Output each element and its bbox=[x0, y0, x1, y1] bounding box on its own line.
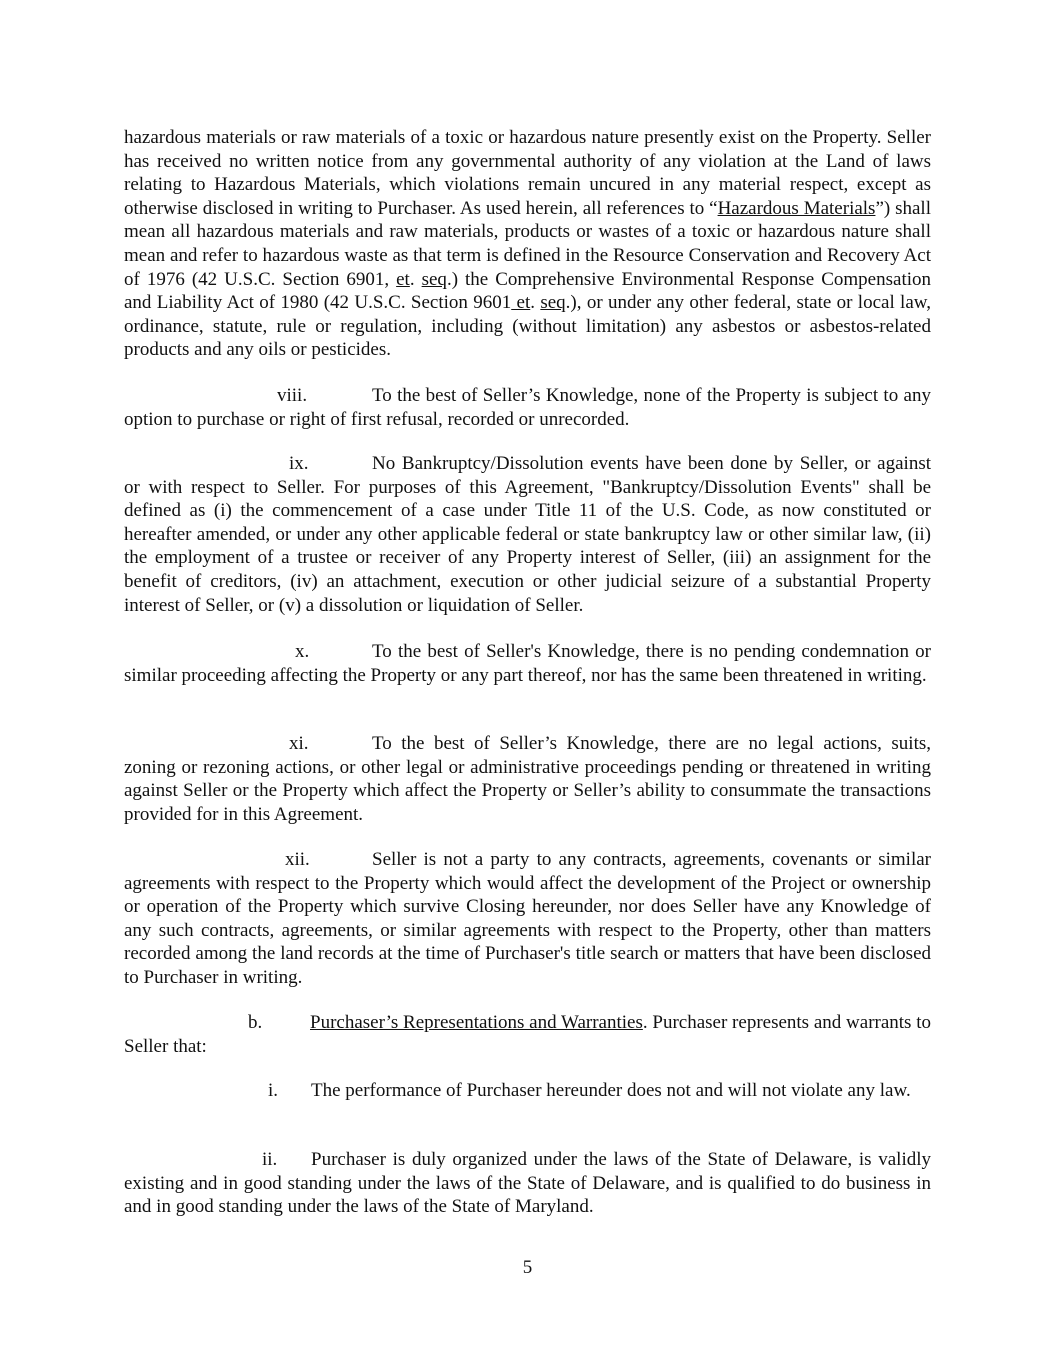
item-number: xii. bbox=[285, 849, 310, 870]
item-text: Purchaser is duly organized under the laws of the State of Delaware, is validly existing and in good standing under the laws of the State of Delaware, and is qualified to do business in and in good standing under the laws of the State of Maryland. bbox=[124, 1149, 931, 1218]
paragraph-i bbox=[124, 1079, 931, 1103]
latin-seq: seq bbox=[540, 292, 566, 314]
paragraph-b-purchaser-reps bbox=[124, 1011, 931, 1058]
item-number: ix. bbox=[289, 453, 309, 474]
page-number: 5 bbox=[522, 1257, 533, 1278]
item-text: To the best of Seller’s Knowledge, there are no legal actions, suits, zoning or rezoning actions, or other legal or administrative proceedings pending or threatened in writing against Seller or the Property which affect the Property or Seller’s ability to consummate the transactions provided for in this Agreement. bbox=[124, 733, 931, 825]
text-run: .), or under any other federal, state or local law, ordinance, statute, rule or regulation, including (without limitation) any asbestos or asbestos-related products and any oils or pesticides. bbox=[124, 292, 931, 361]
paragraph-xii bbox=[124, 848, 931, 990]
latin-et: et bbox=[396, 268, 410, 290]
item-text: To the best of Seller's Knowledge, there is no pending condemnation or similar proceeding affecting the Property or any part thereof, nor has the same been threatened in writing. bbox=[124, 641, 931, 686]
text-run: . bbox=[409, 268, 422, 290]
latin-seq: seq bbox=[421, 268, 447, 290]
latin-et: et bbox=[511, 292, 531, 314]
paragraph-ii bbox=[124, 1148, 931, 1219]
item-text: To the best of Seller’s Knowledge, none of the Property is subject to any option to purchase or right of first refusal, recorded or unrecorded. bbox=[124, 385, 931, 430]
item-number: x. bbox=[295, 641, 310, 662]
item-text: Seller is not a party to any contracts, agreements, covenants or similar agreements with respect to the Property which would affect the development of the Project or ownership or operation of the Property which survive Closing hereunder, nor does Seller have any Knowledge of any such contracts, agreements, or similar agreements with respect to the Property, other than matters recorded among the land records at the time of Purchaser's title search or matters that have been disclosed to Purchaser in writing. bbox=[124, 849, 931, 988]
paragraph-viii bbox=[124, 384, 931, 431]
section-letter: b. bbox=[248, 1012, 263, 1033]
text-run: ”) shall mean all hazardous materials and raw materials, products or wastes of a toxic or hazardous nature shall mean and refer to hazardous waste as that term is defined in the Resource Conservation and Recovery Act of 1976 (42 U.S.C. Section 6901, bbox=[124, 197, 931, 290]
item-text: . Purchaser represents and warrants to Seller that: bbox=[124, 1012, 931, 1057]
paragraph-xi bbox=[124, 732, 931, 826]
text-run: . bbox=[530, 292, 541, 314]
text-run: .) the Comprehensive Environmental Response Compensation and Liability Act of 1980 (42 U.S.C. Section 9601 bbox=[124, 268, 932, 314]
item-number: i. bbox=[268, 1080, 279, 1101]
text-run: hazardous materials or raw materials of a toxic or hazardous nature presently exist on the Property. Seller has received no written notice from any governmental authority of any violation at the Land of laws relating to Hazardous Materials, which violations remain uncured in any material respect, except as otherwise disclosed in writing to Purchaser. As used herein, all references to “ bbox=[124, 127, 931, 219]
item-number: xi. bbox=[289, 733, 309, 754]
defined-term-hazardous-materials: Hazardous Materials bbox=[717, 197, 876, 219]
paragraph-ix bbox=[124, 452, 931, 617]
item-number: ii. bbox=[262, 1149, 278, 1170]
item-number: viii. bbox=[277, 385, 308, 406]
paragraph-x bbox=[124, 640, 931, 687]
item-text: No Bankruptcy/Dissolution events have been done by Seller, or against or with respect to Seller. For purposes of this Agreement, "Bankruptcy/Dissolution Events" shall be defined as (i) the commencement of a case under Title 11 of the U.S. Code, as now constituted or hereafter amended, or under any other applicable federal or state bankruptcy law or other similar law, (ii) the employment of a trustee or receiver of any Property interest of Seller, (iii) an assignment for the benefit of creditors, (iv) an attachment, execution or other judicial seizure of a substantial Property interest of Seller, or (v) a dissolution or liquidation of Seller. bbox=[124, 453, 931, 616]
paragraph-hazardous-materials bbox=[124, 126, 931, 362]
item-text: The performance of Purchaser hereunder does not and will not violate any law. bbox=[311, 1080, 911, 1101]
section-heading: Purchaser’s Representations and Warranties bbox=[310, 1012, 643, 1033]
